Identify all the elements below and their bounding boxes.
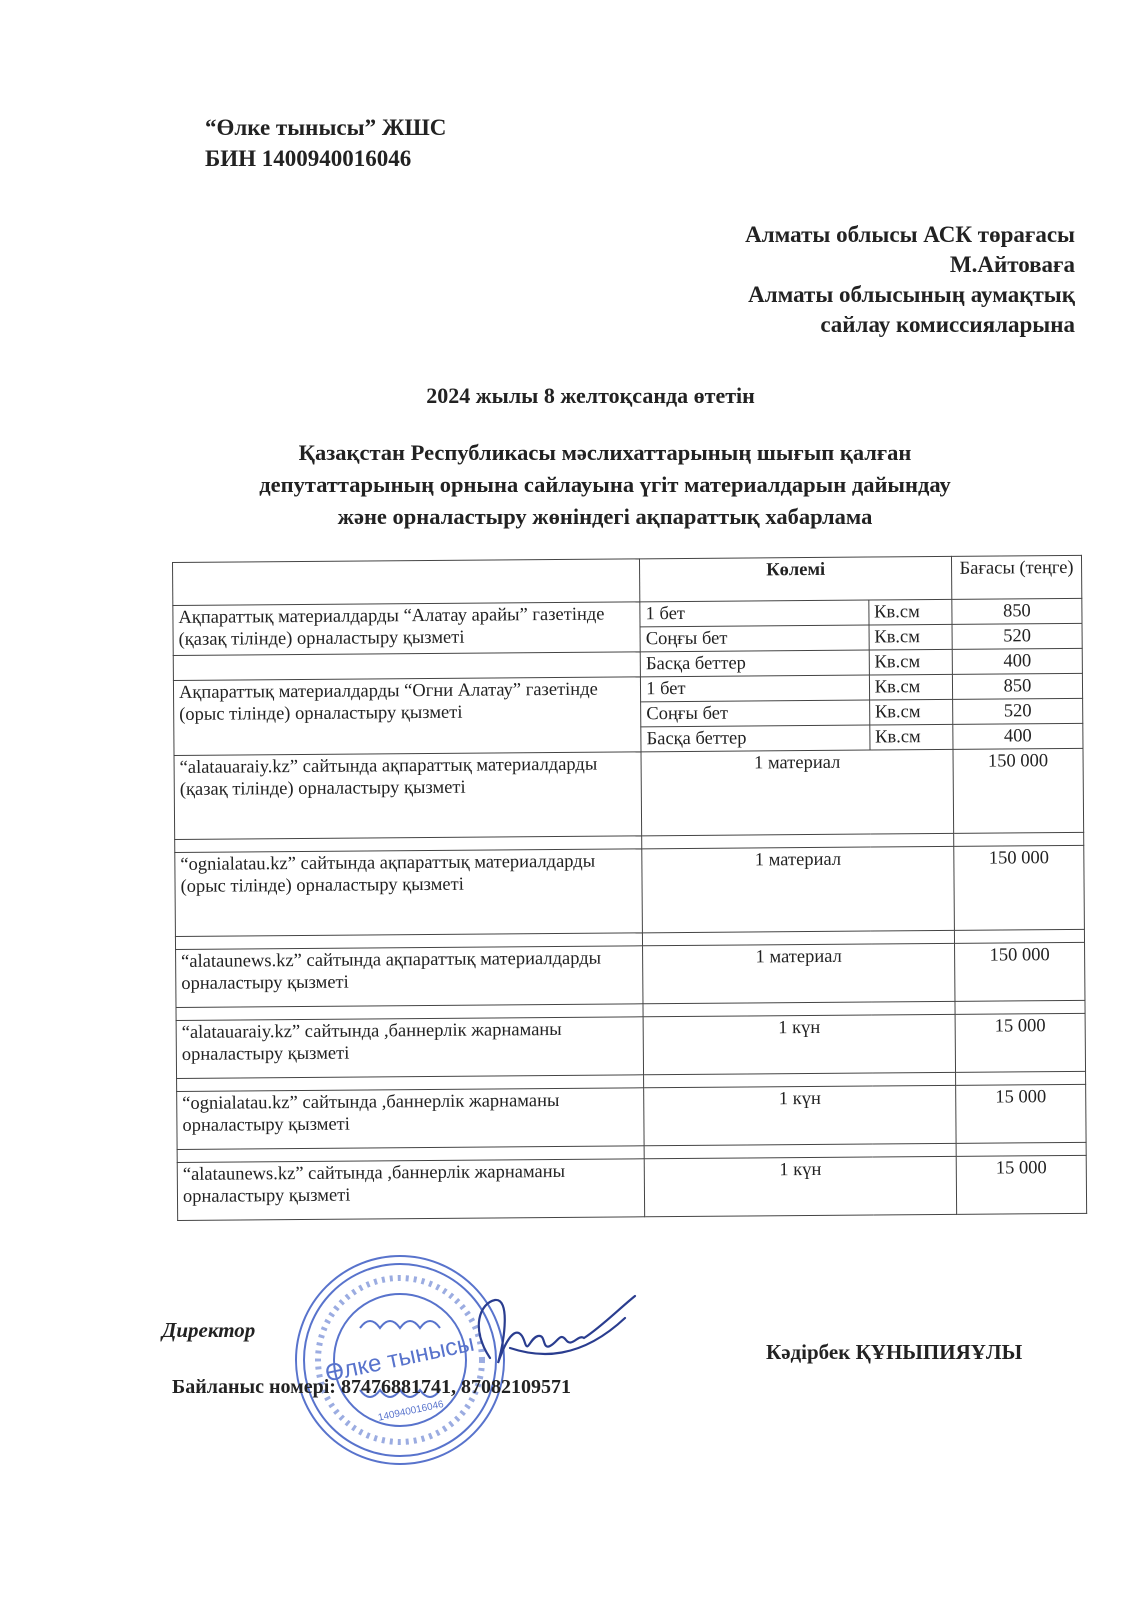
table-row <box>174 748 1084 839</box>
table-row <box>176 1013 1085 1078</box>
stamp-text: Өлке тынысы <box>322 1329 477 1388</box>
recipient-line: Алматы облысы АСК төрағасы <box>745 222 1075 247</box>
director-signature <box>450 1288 650 1388</box>
title-line: депутаттарының орнына сайлауына үгіт материалдарын дайындау <box>259 472 951 497</box>
price-cell: 150 000 <box>954 845 1085 930</box>
unit-cell: Кв.см <box>869 599 952 625</box>
service-cell: “alatauaraiy.kz” сайтында ақпараттық материалдарды (қазақ тілінде) орналастыру қызметі <box>174 752 642 840</box>
volume-cell: 1 күн <box>644 1156 956 1216</box>
table-row <box>177 1155 1086 1220</box>
page-cell: Басқа беттер <box>640 650 869 677</box>
price-cell: 15 000 <box>955 1013 1085 1072</box>
contact-numbers: Байланыс номері: 87476881741, 87082109571 <box>172 1376 571 1398</box>
page-cell: 1 бет <box>641 675 870 702</box>
title-line: Қазақстан Республикасы мәслихаттарының шығып қалған <box>298 440 912 465</box>
header-empty-cell <box>173 559 641 606</box>
price-cell: 150 000 <box>953 748 1084 833</box>
service-cell: “alataunews.kz” сайтында ақпараттық материалдарды орналастыру қызметі <box>176 946 644 1008</box>
service-cell: “alataunews.kz” сайтында ,баннерлік жарнаманы орналастыру қызметі <box>177 1159 645 1221</box>
service-cell: “alatauaraiy.kz” сайтында ,баннерлік жарнаманы орналастыру қызметі <box>176 1017 644 1079</box>
price-cell: 850 <box>952 598 1082 624</box>
volume-cell: 1 материал <box>641 749 953 835</box>
date-line: 2024 жылы 8 желтоқсанда өтетін <box>426 383 755 408</box>
price-cell: 520 <box>953 698 1083 724</box>
volume-cell: 1 материал <box>642 846 954 932</box>
price-cell: 400 <box>952 648 1082 674</box>
volume-cell: 1 күн <box>644 1085 956 1145</box>
price-table <box>172 555 1087 1221</box>
recipient-line: сайлау комиссияларына <box>820 312 1075 337</box>
recipient-line: М.Айтоваға <box>949 252 1075 277</box>
director-title: Директор <box>162 1318 256 1342</box>
price-cell: 850 <box>952 673 1082 699</box>
unit-cell: Кв.см <box>870 724 953 750</box>
company-bin: БИН 1400940016046 <box>205 146 412 171</box>
volume-header: Көлемі <box>640 556 952 601</box>
empty-cell <box>173 652 640 681</box>
recipient-line: Алматы облысының аумақтық <box>748 282 1075 307</box>
service-cell: “ognialatau.kz” сайтында ақпараттық материалдарды (орыс тілінде) орналастыру қызметі <box>175 849 643 937</box>
price-cell: 400 <box>953 723 1083 749</box>
service-cell: Ақпараттық материалдарды “Огни Алатау” газетінде (орыс тілінде) орналастыру қызметі <box>173 677 641 756</box>
unit-cell: Кв.см <box>869 624 952 650</box>
company-name: “Өлке тынысы” ЖШС <box>205 115 447 140</box>
price-header: Бағасы (теңге) <box>951 555 1081 599</box>
page-cell: 1 бет <box>640 600 869 627</box>
price-cell: 15 000 <box>956 1155 1086 1214</box>
price-cell: 150 000 <box>955 942 1085 1001</box>
service-cell: “ognialatau.kz” сайтында ,баннерлік жарнаманы орналастыру қызметі <box>177 1088 645 1150</box>
page-cell: Соңғы бет <box>640 625 869 652</box>
unit-cell: Кв.см <box>869 649 952 675</box>
document-title <box>150 437 1060 533</box>
page-cell: Басқа беттер <box>641 725 870 752</box>
service-cell: Ақпараттық материалдарды “Алатау арайы” газетінде (қазақ тілінде) орналастыру қызметі <box>173 602 641 656</box>
table-row <box>177 1084 1086 1149</box>
unit-cell: Кв.см <box>869 699 952 725</box>
table-header-row <box>173 555 1082 605</box>
volume-cell: 1 материал <box>643 943 955 1003</box>
table-row <box>175 845 1085 936</box>
price-cell: 15 000 <box>956 1084 1086 1143</box>
table-row <box>176 942 1085 1007</box>
sender-block <box>205 112 446 174</box>
recipient-block <box>745 220 1075 340</box>
director-name: Кәдірбек ҚҰНЫПИЯҰЛЫ <box>766 1340 1023 1364</box>
unit-cell: Кв.см <box>869 674 952 700</box>
title-line: және орналастыру жөніндегі ақпараттық хабарлама <box>337 504 873 529</box>
page-cell: Соңғы бет <box>641 700 870 727</box>
volume-cell: 1 күн <box>643 1014 955 1074</box>
stamp-number: 140940016046 <box>377 1399 445 1424</box>
price-cell: 520 <box>952 623 1082 649</box>
